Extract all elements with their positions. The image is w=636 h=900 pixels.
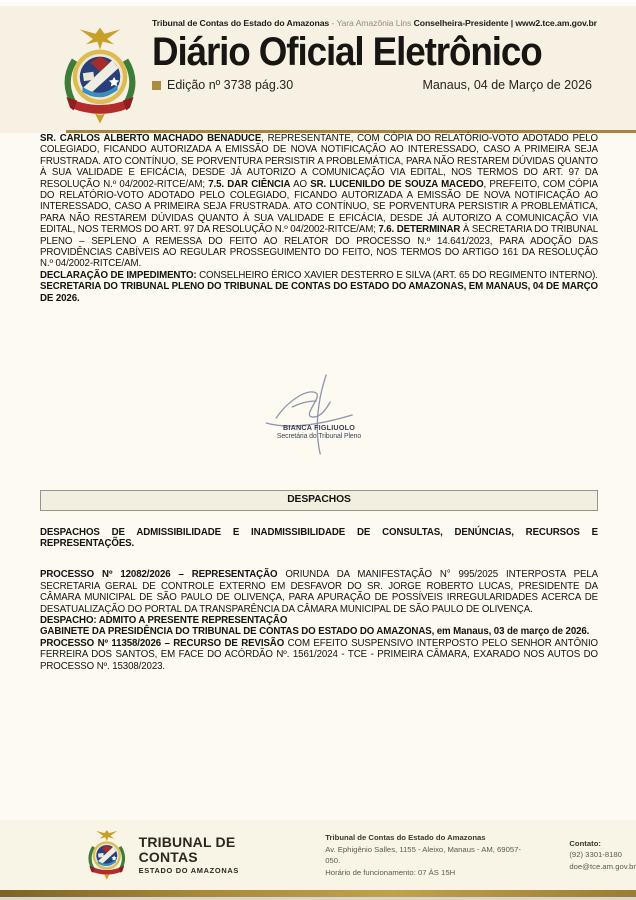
footer-contact-label: Contato: bbox=[569, 838, 601, 848]
handwritten-signature-icon bbox=[254, 372, 374, 458]
footer-org-name: Tribunal de Contas do Estado do Amazonas bbox=[325, 833, 486, 842]
org-name: Tribunal de Contas do Estado do Amazonas bbox=[152, 18, 330, 28]
paragraph-cabinet: GABINETE DA PRESIDÊNCIA DO TRIBUNAL DE CONTAS DO ESTADO DO AMAZONAS, em Manaus, 03 de março de 2026. bbox=[40, 626, 590, 638]
footer-logo bbox=[84, 829, 297, 881]
paragraph-impediment: DECLARAÇÃO DE IMPEDIMENTO: CONSELHEIRO ÉRICO XAVIER DESTERRO E SILVA (ART. 65 DO REGIMENTO INTERNO). bbox=[40, 269, 598, 281]
gazette-content bbox=[40, 133, 598, 672]
gazette-header bbox=[0, 6, 636, 133]
edition-label: Edição nº 3738 pág.30 bbox=[167, 78, 294, 92]
org-line bbox=[152, 18, 597, 28]
signer-name: BIANCA FIGLIUOLO bbox=[282, 423, 355, 433]
gazette-footer bbox=[0, 820, 636, 900]
signer-role: Secretária do Tribunal Pleno bbox=[276, 433, 362, 441]
section-banner-despachos: DESPACHOS bbox=[40, 490, 598, 510]
header-text bbox=[152, 18, 597, 92]
president-title-and-url: Conselheira-Presidente | www2.tce.am.gov.br bbox=[413, 18, 597, 28]
paragraph-dispatch: DESPACHO: ADMITO A PRESENTE REPRESENTAÇÃO bbox=[40, 614, 288, 626]
footer-phone: (92) 3301-8180 bbox=[569, 850, 622, 860]
gazette-date: Manaus, 04 de Março de 2026 bbox=[422, 78, 592, 92]
signature-block bbox=[40, 376, 598, 452]
footer-info bbox=[325, 832, 533, 878]
footer-contact bbox=[569, 838, 636, 873]
footer-logo-text bbox=[139, 835, 298, 875]
edition-info bbox=[152, 78, 293, 92]
paragraph-process-12082: PROCESSO Nº 12082/2026 – REPRESENTAÇÃO ORIUNDA DA MANIFESTAÇÃO N° 995/2025 INTERPOSTA PELA SECRETARIA GERAL DE CONTROLE EXTERNO EM DESFAVOR DO SR. JORGE ROBERTO LUCAS, PRESIDENTE DA CÂMARA MUNICIPAL DE SÃO PAULO DE OLIVENÇA, PARA APURAÇÃO DE POSSÍVEIS IRREGULARIDADES ACERCA DE DESATUALIZAÇÃO DO PORTAL DA TRANSPARÊNCIA DA CÂMARA MUNICIPAL DE SÃO PAULO DE OLIVENÇA. bbox=[40, 569, 599, 615]
paragraph-secretariat: SECRETARIA DO TRIBUNAL PLENO DO TRIBUNAL DE CONTAS DO ESTADO DO AMAZONAS, EM MANAUS, 04 DE MARÇO DE 2026. bbox=[40, 281, 598, 304]
edition-bullet-icon bbox=[152, 81, 161, 90]
gazette-title: Diário Oficial Eletrônico bbox=[152, 30, 542, 74]
paragraph-section-subtitle: DESPACHOS DE ADMISSIBILIDADE E INADMISSIBILIDADE DE CONSULTAS, DENÚNCIAS, RECURSOS E REPRESENTAÇÕES. bbox=[40, 526, 598, 549]
footer-logo-title: TRIBUNAL DE CONTAS bbox=[138, 834, 236, 865]
president-name: Yara Amazônia Lins bbox=[336, 18, 414, 28]
footer-address: Av. Ephigênio Salles, 1155 - Aleixo, Manaus - AM, 69057-050. bbox=[325, 844, 521, 865]
footer-logo-subtitle: ESTADO DO AMAZONAS bbox=[138, 866, 240, 875]
footer-band bbox=[0, 820, 636, 890]
org-separator: - bbox=[329, 18, 337, 28]
footer-email: doe@tce.am.gov.br bbox=[569, 861, 636, 871]
paragraph-process-11358: PROCESSO Nº 11358/2026 – RECURSO DE REVISÃO COM EFEITO SUSPENSIVO INTERPOSTO PELO SENHOR ANTÔNIO FERREIRA DOS SANTOS, EM FACE DO ACÓRDÃO Nº. 1561/2024 - TCE - PRIMEIRA CÂMARA, EXARADO NOS AUTOS DO PROCESSO Nº. 15308/2023. bbox=[40, 637, 598, 672]
coat-of-arms-icon bbox=[56, 26, 144, 126]
coat-of-arms-small-icon bbox=[84, 829, 130, 881]
header-meta bbox=[152, 78, 592, 92]
paragraph-decision: SR. CARLOS ALBERTO MACHADO BENADUCE, REPRESENTANTE, COM CÓPIA DO RELATÓRIO-VOTO ADOTADO PELO COLEGIADO, FICANDO AUTORIZADA A EMISSÃO DE NOVA NOTIFICAÇÃO AO INTERESSADO, CASO A PRIMEIRA SEJA FRUSTRADA. ATO CONTÍNUO, SE PORVENTURA PERSISTIR A PROBLEMÁTICA, PARA NÃO RESTAREM DÚVIDAS QUANTO À SUA VALIDADE E EFICÁCIA, DESDE JÁ AUTORIZO A COMUNICAÇÃO VIA EDITAL, NOS TERMOS DO ART. 97 DA RESOLUÇÃO N.º 04/2002-RITCE/AM; 7.5. DAR CIÊNCIA AO SR. LUCENILDO DE SOUZA MACEDO, PREFEITO, COM CÓPIA DO RELATÓRIO-VOTO ADOTADO PELO COLEGIADO, FICANDO AUTORIZADA A EMISSÃO DE NOVA NOTIFICAÇÃO AO INTERESSADO, CASO A PRIMEIRA SEJA FRUSTRADA. ATO CONTÍNUO, SE PORVENTURA PERSISTIR A PROBLEMÁTICA, PARA NÃO RESTAREM DÚVIDAS QUANTO À SUA VALIDADE E EFICÁCIA, DESDE JÁ AUTORIZO A COMUNICAÇÃO VIA EDITAL, NOS TERMOS DO ART. 97 DA RESOLUÇÃO N.º 04/2002-RITCE/AM; 7.6. DETERMINAR À SECRETARIA DO TRIBUNAL PLENO – SEPLENO A REMESSA DO FEITO AO RELATOR DO PROCESSO N.º 14.641/2023, PARA ADOÇÃO DAS PROVIDÊNCIAS CABÍVEIS AO REGULAR PROSSEGUIMENTO DO FEITO, NOS TERMOS DO ARTIGO 161 DA RESOLUÇÃO N.º 04/2002-RITCE/AM. bbox=[40, 133, 598, 270]
footer-gold-bar bbox=[0, 890, 636, 897]
footer-hours: Horário de funcionamento: 07 ÀS 15H bbox=[325, 867, 456, 877]
